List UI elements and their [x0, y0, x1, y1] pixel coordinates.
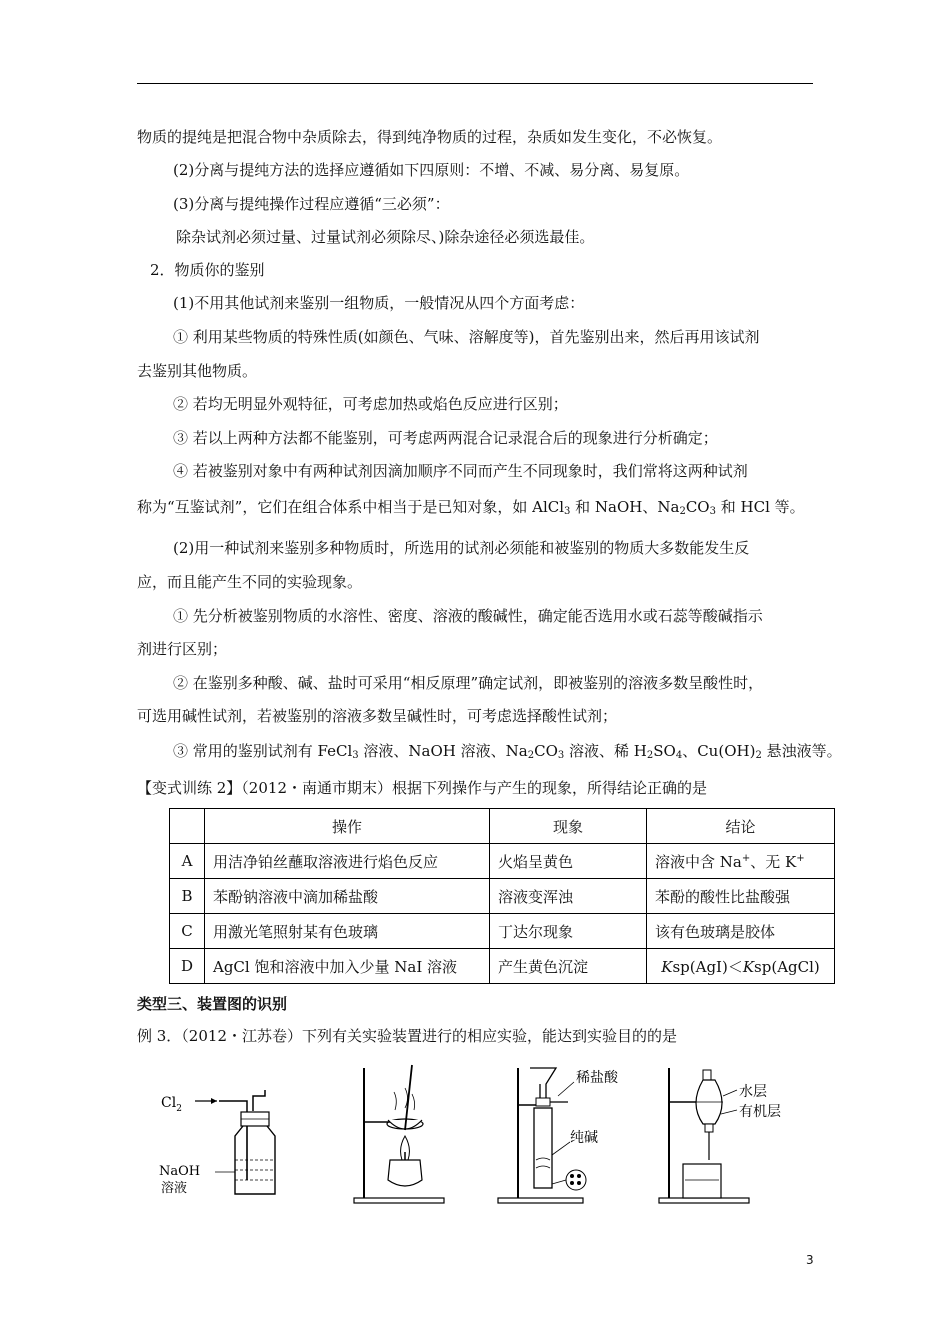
table-header: 结论: [647, 809, 835, 844]
paragraph: 应，而且能产生不同的实验现象。: [137, 573, 363, 591]
paragraph: ④ 若被鉴别对象中有两种试剂因滴加顺序不同而产生不同现象时，我们常将这两种试剂: [173, 462, 748, 480]
paragraph: (2)用一种试剂来鉴别多种物质时，所选用的试剂必须能和被鉴别的物质大多数能发生反: [173, 539, 750, 557]
paragraph: ① 利用某些物质的特殊性质(如颜色、气味、溶解度等)，首先鉴别出来，然后再用该试剂: [173, 328, 760, 346]
row-operation: 用洁净铂丝蘸取溶液进行焰色反应: [205, 844, 490, 879]
paragraph: ① 先分析被鉴别物质的水溶性、密度、溶液的酸碱性，确定能否选用水或石蕊等酸碱指示: [173, 607, 763, 625]
example-title: 例 3．（2012・江苏卷）下列有关实验装置进行的相应实验，能达到实验目的的是: [137, 1027, 677, 1045]
paragraph: (2)分离与提纯方法的选择应遵循如下四原则：不增、不减、易分离、易复原。: [173, 161, 690, 179]
table-row: [170, 949, 835, 984]
acid-label: 稀盐酸: [576, 1070, 618, 1086]
upper-layer-label: 水层: [739, 1084, 767, 1100]
paragraph: 物质的提纯是把混合物中杂质除去，得到纯净物质的过程，杂质如发生变化，不必恢复。: [137, 128, 723, 146]
paragraph: ③ 若以上两种方法都不能鉴别，可考虑两两混合记录混合后的现象进行分析确定；: [173, 429, 718, 447]
table-row: [170, 844, 835, 879]
table-header: 操作: [205, 809, 490, 844]
solid-label: 纯碱: [570, 1130, 598, 1146]
paragraph: ② 若均无明显外观特征，可考虑加热或焰色反应进行区别；: [173, 395, 568, 413]
lower-layer-label: 有机层: [739, 1104, 781, 1120]
table-header: 现象: [490, 809, 647, 844]
row-conclusion: 溶液中含 Na+、无 K+: [647, 844, 835, 879]
table-header: [170, 809, 205, 844]
row-label: C: [170, 914, 205, 949]
paragraph: ③ 常用的鉴别试剂有 FeCl$_3$ 溶液、NaOH 溶液、$Na_2CO_3$ 溶液、稀 $H_2SO_4$、$Cu(OH)_2$ 悬浊液等。: [173, 742, 842, 761]
row-phenomenon: 丁达尔现象: [490, 914, 647, 949]
separation-figure: [655, 1060, 795, 1210]
gas-label: $Cl_2$: [161, 1095, 182, 1114]
evaporation-figure: [350, 1060, 450, 1210]
table-row: [170, 914, 835, 949]
paragraph: 去鉴别其他物质。: [137, 362, 258, 380]
gas-washing-bottle-figure: [155, 1060, 295, 1210]
subheading: 2．物质你的鉴别: [150, 261, 265, 279]
row-label: D: [170, 949, 205, 984]
paragraph: 可选用碱性试剂，若被鉴别的溶液多数呈碱性时，可考虑选择酸性试剂；: [137, 707, 618, 725]
row-label: A: [170, 844, 205, 879]
gas-generation-figure: [490, 1060, 620, 1210]
exercise-title: 【变式训练 2】（2012・南通市期末）根据下列操作与产生的现象，所得结论正确的是: [137, 779, 707, 797]
paragraph: (1)不用其他试剂来鉴别一组物质，一般情况从四个方面考虑：: [173, 294, 585, 312]
paragraph: ② 在鉴别多种酸、碱、盐时可采用“相反原理”确定试剂，即被鉴别的溶液多数呈酸性时，: [173, 674, 764, 692]
paragraph: 剂进行区别；: [137, 640, 228, 658]
row-conclusion: 该有色玻璃是胶体: [647, 914, 835, 949]
table-header-row: [170, 809, 835, 844]
row-operation: 苯酚钠溶液中滴加稀盐酸: [205, 879, 490, 914]
paragraph: 除杂试剂必须过量、过量试剂必须除尽、)除杂途径必须选最佳。: [176, 228, 595, 246]
row-phenomenon: 火焰呈黄色: [490, 844, 647, 879]
table-row: [170, 879, 835, 914]
row-conclusion: Ksp(AgI)＜Ksp(AgCl): [647, 949, 835, 984]
row-operation: 用激光笔照射某有色玻璃: [205, 914, 490, 949]
row-phenomenon: 产生黄色沉淀: [490, 949, 647, 984]
operations-table: [169, 808, 835, 984]
reagent-label: NaOH: [159, 1164, 201, 1179]
row-label: B: [170, 879, 205, 914]
page-number: 3: [806, 1253, 814, 1267]
reagent-label: 溶液: [161, 1181, 188, 1196]
section-heading: 类型三、装置图的识别: [137, 995, 288, 1013]
row-conclusion: 苯酚的酸性比盐酸强: [647, 879, 835, 914]
row-phenomenon: 溶液变浑浊: [490, 879, 647, 914]
header-rule: [137, 83, 813, 84]
paragraph: 称为“互鉴试剂”，它们在组合体系中相当于是已知对象，如 AlCl$_3$ 和 NaOH、$Na_2CO_3$ 和 HCl 等。: [137, 498, 805, 517]
paragraph: (3)分离与提纯操作过程应遵循“三必须”：: [173, 195, 450, 213]
row-operation: AgCl 饱和溶液中加入少量 NaI 溶液: [205, 949, 490, 984]
